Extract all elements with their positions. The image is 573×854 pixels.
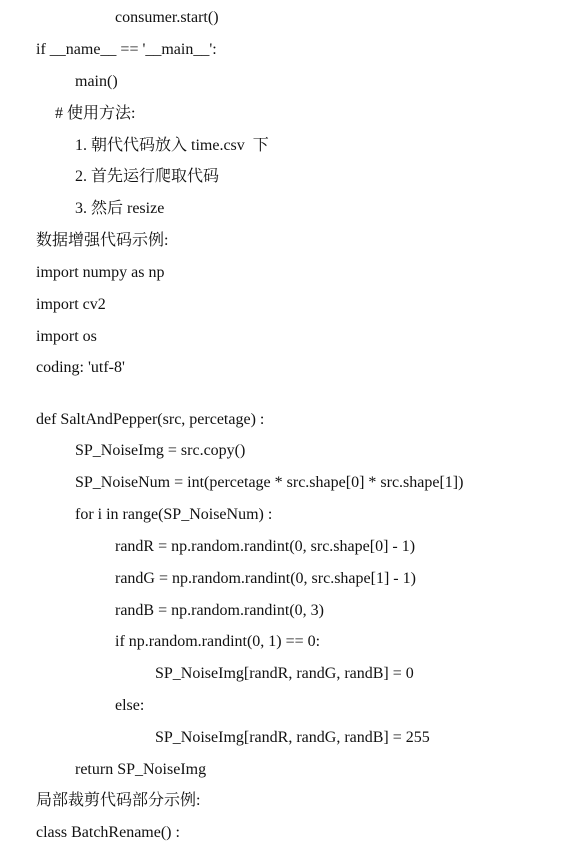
section-heading: 数据增强代码示例: — [36, 232, 169, 249]
list-item: 3. 然后 resize — [75, 200, 165, 217]
code-line: class BatchRename() : — [36, 824, 180, 841]
code-line: for i in range(SP_NoiseNum) : — [75, 506, 273, 523]
code-line: coding: 'utf-8' — [36, 359, 125, 376]
code-line: main() — [75, 73, 118, 90]
code-line: else: — [115, 697, 145, 714]
code-line: randB = np.random.randint(0, 3) — [115, 602, 324, 619]
code-line: SP_NoiseImg[randR, randG, randB] = 0 — [155, 665, 414, 682]
code-line: randR = np.random.randint(0, src.shape[0] - 1) — [115, 538, 416, 555]
code-line: import numpy as np — [36, 264, 165, 281]
comment-line: # 使用方法: — [55, 105, 136, 122]
code-line: if __name__ == '__main__': — [36, 41, 217, 58]
list-item: 2. 首先运行爬取代码 — [75, 168, 220, 185]
list-item: 1. 朝代代码放入 time.csv 下 — [75, 137, 269, 154]
code-line: SP_NoiseNum = int(percetage * src.shape[0] * src.shape[1]) — [75, 474, 464, 491]
code-line: import os — [36, 328, 97, 345]
code-line: import cv2 — [36, 296, 106, 313]
section-heading: 局部裁剪代码部分示例: — [36, 792, 201, 809]
code-line: randG = np.random.randint(0, src.shape[1] - 1) — [115, 570, 416, 587]
code-line: SP_NoiseImg = src.copy() — [75, 442, 246, 459]
code-line: SP_NoiseImg[randR, randG, randB] = 255 — [155, 729, 430, 746]
code-line: if np.random.randint(0, 1) == 0: — [115, 633, 321, 650]
code-line: return SP_NoiseImg — [75, 761, 207, 778]
code-line: consumer.start() — [115, 9, 219, 26]
code-line: def SaltAndPepper(src, percetage) : — [36, 411, 265, 428]
